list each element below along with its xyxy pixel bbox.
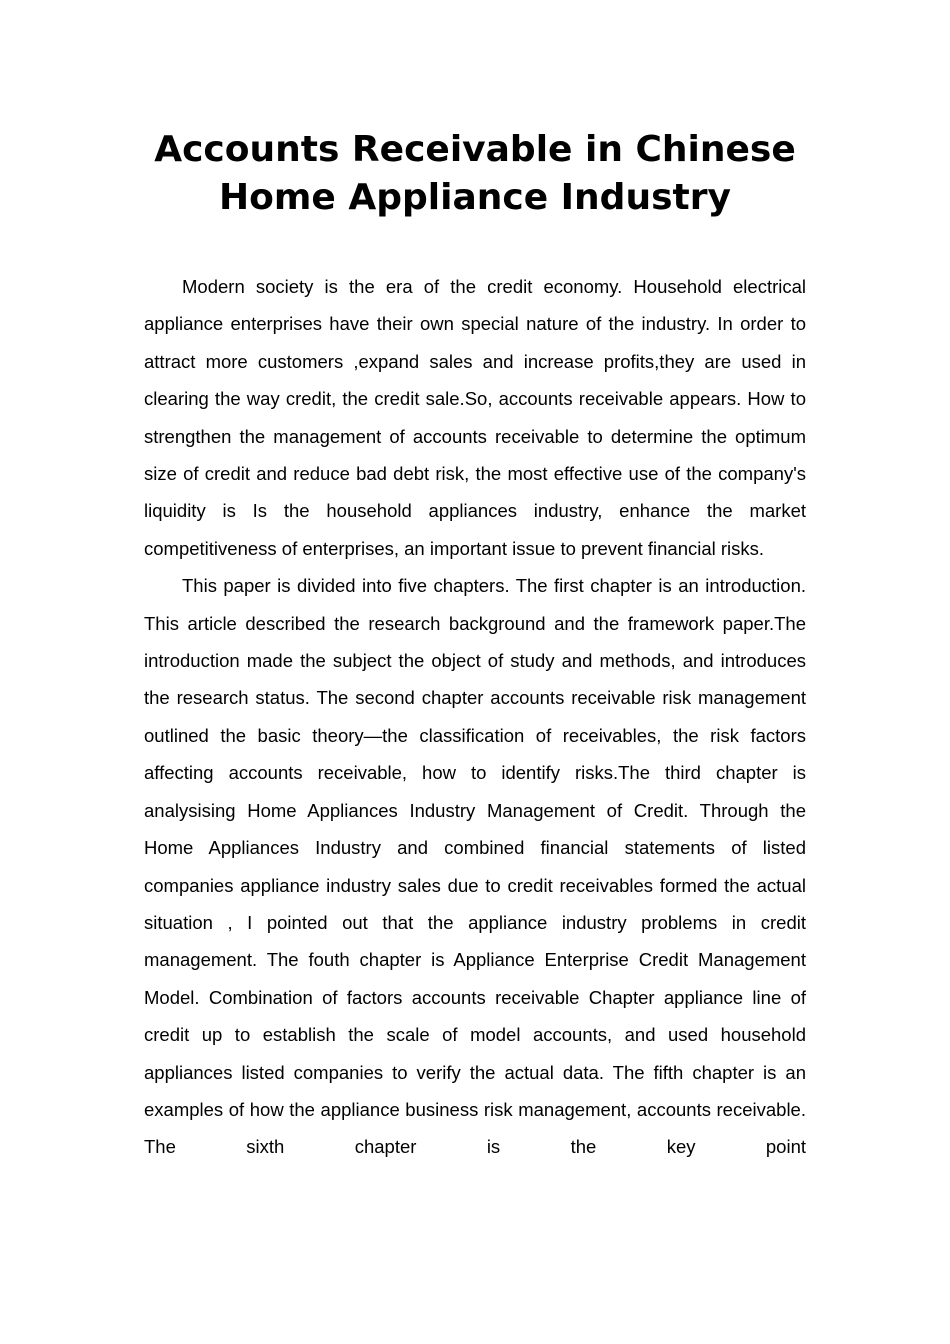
abstract-paragraph-2: This paper is divided into five chapters. The first chapter is an introduction. This article described the research background and the framework paper.The introduction made the subject the object of study and methods, and introduces the research status. The second chapter accounts receivable risk management outlined the basic theory—the classification of receivables, the risk factors affecting accounts receivable, how to identify risks.The third chapter is analysising Home Appliances Industry Management of Credit. Through the Home Appliances Industry and combined financial statements of listed companies appliance industry sales due to credit receivables formed the actual situation , I pointed out that the appliance industry problems in credit management. The fouth chapter is Appliance Enterprise Credit Management Model. Combination of factors accounts receivable Chapter appliance line of credit up to establish the scale of model accounts, and used household appliances listed companies to verify the actual data. The fifth chapter is an examples of how the appliance business risk management, accounts receivable. The sixth chapter is the key point (144, 575, 806, 1158)
title-line-2: Home Appliance Industry (219, 177, 731, 218)
document-body (144, 268, 806, 1166)
document-title (100, 126, 850, 222)
abstract-paragraph-1: Modern society is the era of the credit economy. Household electrical appliance enterprises have their own special nature of the industry. In order to attract more customers ,expand sales and increase profits,they are used in clearing the way credit, the credit sale.So, accounts receivable appears. How to strengthen the management of accounts receivable to determine the optimum size of credit and reduce bad debt risk, the most effective use of the company's liquidity is Is the household appliances industry, enhance the market competitiveness of enterprises, an important issue to prevent financial risks. (144, 276, 806, 559)
title-line-1: Accounts Receivable in Chinese (154, 129, 796, 170)
